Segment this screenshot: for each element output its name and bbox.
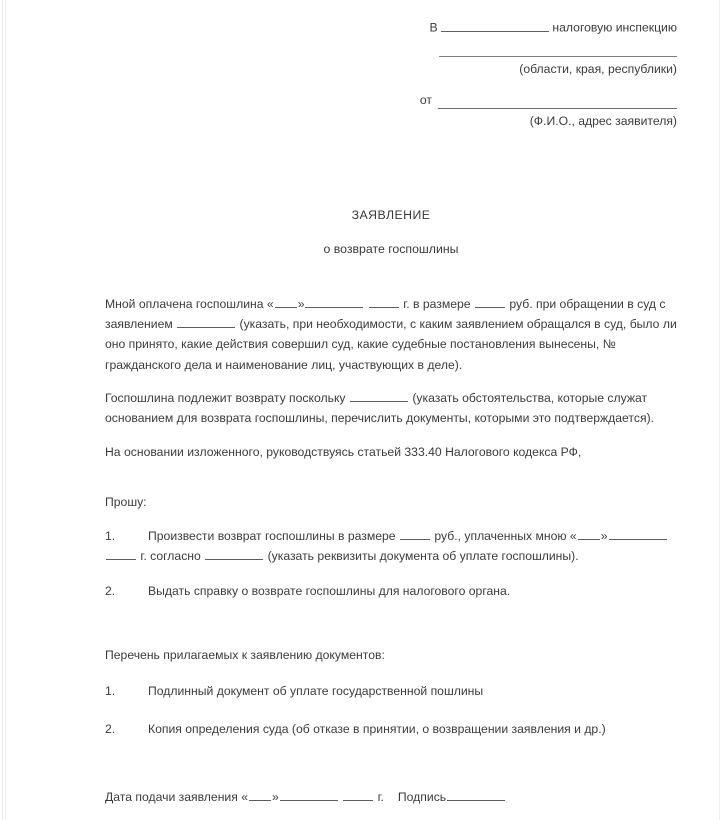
addressee-to-prefix: В bbox=[429, 20, 438, 35]
request1-amount-blank[interactable] bbox=[400, 529, 430, 540]
para1-month-blank[interactable] bbox=[305, 296, 363, 307]
para2-segment-b: (указать обстоятельства, которые служат основанием для возврата госпошлины, перечислить документы, которыми это подтверждается). bbox=[105, 390, 655, 426]
footer-year-blank[interactable] bbox=[343, 789, 373, 800]
signature-row bbox=[105, 787, 677, 807]
request-item-1-text bbox=[105, 529, 668, 563]
para2-grounds-blank[interactable] bbox=[350, 390, 408, 401]
signature-blank[interactable] bbox=[447, 789, 505, 800]
applicant-caption: (Ф.И.О., адрес заявителя) bbox=[529, 114, 677, 129]
request-item-2 bbox=[105, 581, 677, 601]
para1-segment-b: » bbox=[297, 296, 305, 311]
addressee-to-suffix: налоговую инспекцию bbox=[552, 20, 677, 35]
request-item-1-marker: 1. bbox=[105, 529, 116, 544]
document-content bbox=[105, 0, 677, 807]
attachments-heading: Перечень прилагаемых к заявлению документов: bbox=[105, 648, 385, 662]
signature-label: Подпись bbox=[397, 789, 447, 804]
page-edge-line-left-inner bbox=[5, 0, 6, 820]
request1-year-blank[interactable] bbox=[106, 549, 136, 560]
footer-day-blank[interactable] bbox=[249, 789, 271, 800]
addressee-inspection-row bbox=[105, 20, 677, 36]
footer-month-blank[interactable] bbox=[280, 789, 338, 800]
para1-year-blank[interactable] bbox=[369, 296, 399, 307]
request1-doc-blank[interactable] bbox=[205, 549, 263, 560]
para1-amount-blank[interactable] bbox=[475, 296, 505, 307]
request-item-2-marker: 2. bbox=[105, 583, 116, 598]
date-year-suffix: г. bbox=[377, 789, 384, 804]
applicant-from-row bbox=[105, 93, 677, 109]
attachment-item-2-marker: 2. bbox=[105, 721, 116, 736]
document-subtitle: о возврате госпошлины bbox=[323, 241, 459, 256]
document-body bbox=[105, 294, 677, 807]
paragraph-payment-details bbox=[105, 294, 677, 375]
request1-day-blank[interactable] bbox=[578, 529, 600, 540]
request-label: Прошу: bbox=[105, 494, 147, 509]
date-quote-close: » bbox=[272, 789, 279, 804]
request1-segment-b: руб., уплаченных мною « bbox=[434, 529, 577, 544]
para1-segment-a: Мной оплачена госпошлина « bbox=[105, 296, 274, 311]
para1-claim-blank[interactable] bbox=[177, 317, 235, 328]
date-label: Дата подачи заявления « bbox=[105, 789, 248, 804]
request1-segment-d: г. согласно bbox=[140, 549, 201, 564]
request1-segment-c: » bbox=[600, 529, 608, 544]
page-edge-line-left-outer bbox=[2, 0, 3, 820]
request1-segment-e: (указать реквизиты документа об уплате госпошлины). bbox=[267, 549, 579, 564]
attachment-item-1-marker: 1. bbox=[105, 684, 116, 699]
paragraph-refund-grounds bbox=[105, 388, 677, 429]
attachments-list bbox=[105, 681, 677, 739]
request-list bbox=[105, 526, 677, 601]
applicant-from-rule[interactable] bbox=[438, 108, 677, 109]
request1-segment-a: Произвести возврат госпошлины в размере bbox=[148, 529, 396, 544]
page-edge-line-right bbox=[719, 0, 720, 820]
applicant-from-label: от bbox=[419, 93, 432, 108]
request-item-2-text: Выдать справку о возврате госпошлины для налогового органа. bbox=[148, 583, 511, 598]
addressee-block bbox=[105, 0, 677, 130]
title-block bbox=[105, 208, 677, 256]
para1-segment-d: руб. при обращении в суд с заявлением bbox=[105, 296, 666, 332]
attachment-item-2-text: Копия определения суда (об отказе в принятии, о возвращении заявления и др.) bbox=[148, 721, 606, 736]
para1-segment-c: г. в размере bbox=[403, 296, 471, 311]
para2-segment-a: Госпошлина подлежит возврату поскольку bbox=[105, 390, 346, 405]
addressee-region-rule[interactable] bbox=[439, 56, 677, 57]
attachment-item-1 bbox=[105, 681, 677, 701]
document-title: ЗАЯВЛЕНИЕ bbox=[351, 207, 431, 222]
attachment-item-1-text: Подлинный документ об уплате государственной пошлины bbox=[148, 684, 484, 699]
para1-day-blank[interactable] bbox=[275, 296, 297, 307]
addressee-region-caption: (области, края, республики) bbox=[519, 61, 677, 76]
request1-month-blank[interactable] bbox=[609, 529, 667, 540]
attachment-item-2 bbox=[105, 719, 677, 739]
paragraph-legal-basis: На основании изложенного, руководствуясь статьей 333.40 Налогового кодекса РФ, bbox=[105, 444, 582, 459]
addressee-inspection-blank[interactable] bbox=[441, 20, 549, 32]
request-item-1 bbox=[105, 526, 677, 567]
para1-segment-e: (указать, при необходимости, с каким заявлением обращался в суд, было ли оно принято, какие действия совершил суд, какие судебные постановления вынесены, № гражданского дела и наименование лиц, участвующих в деле). bbox=[105, 317, 677, 372]
